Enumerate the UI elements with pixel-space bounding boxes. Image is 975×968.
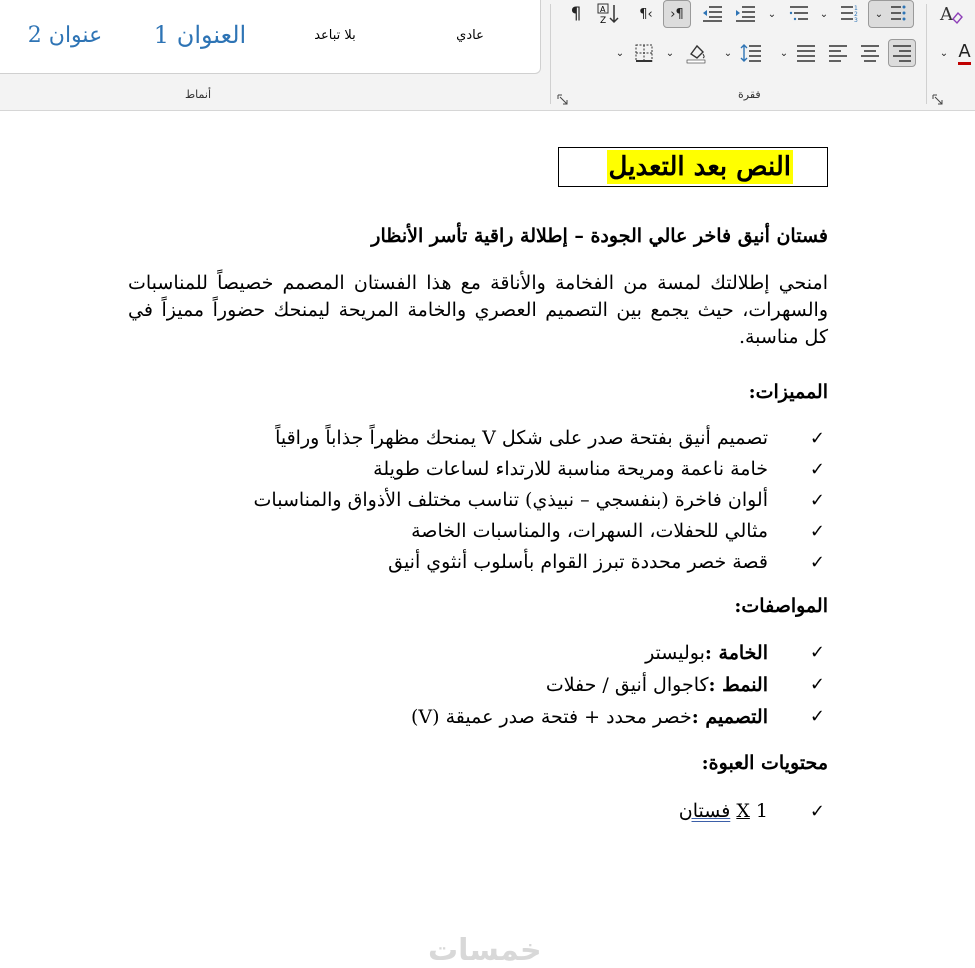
checkmark-icon: ✓ <box>809 801 825 822</box>
style-normal[interactable]: عادي <box>456 27 484 43</box>
align-right-icon[interactable] <box>888 39 916 67</box>
package-list <box>679 796 828 827</box>
specs-list <box>411 637 828 733</box>
package-item <box>679 796 828 827</box>
checkmark-icon: ✓ <box>809 521 825 542</box>
svg-text:A: A <box>940 4 953 25</box>
group-separator <box>550 4 551 104</box>
numbered-list-icon[interactable] <box>836 0 864 28</box>
checkmark-icon: ✓ <box>809 706 825 727</box>
chevron-down-icon[interactable]: ⌄ <box>819 8 829 20</box>
font-color-icon[interactable]: A <box>954 39 975 67</box>
spec-label: الخامة : <box>704 642 768 664</box>
spec-label: التصميم : <box>691 706 768 728</box>
ribbon <box>0 0 975 111</box>
chevron-down-icon[interactable]: ⌄ <box>779 47 789 59</box>
list-item-text: خامة ناعمة ومريحة مناسبة للارتداء لساعات طويلة <box>373 458 768 480</box>
style-no-spacing[interactable]: بلا تباعد <box>314 27 356 43</box>
styles-gallery <box>0 0 541 74</box>
spec-item <box>411 637 828 669</box>
checkmark-icon: ✓ <box>809 674 825 695</box>
style-heading-2[interactable]: عنوان 2 <box>27 22 103 48</box>
paragraph-group-label: فقرة <box>738 88 761 101</box>
clear-formatting-icon[interactable] <box>937 0 965 28</box>
styles-dialog-launcher-icon[interactable] <box>557 90 568 101</box>
list-item <box>254 516 828 547</box>
chevron-down-icon[interactable]: ⌄ <box>939 47 949 59</box>
chevron-down-icon[interactable]: ⌄ <box>767 8 777 20</box>
style-heading-1[interactable]: العنوان 1 <box>153 21 247 49</box>
spec-value: كاجوال أنيق / حفلات <box>545 674 709 696</box>
ltr-direction-icon[interactable]: ¶‹ <box>639 6 653 22</box>
document-title: النص بعد التعديل <box>608 152 791 182</box>
watermark-logo: خمسات <box>428 933 542 968</box>
spec-item <box>411 701 828 733</box>
list-item <box>254 485 828 516</box>
list-item <box>254 547 828 578</box>
svg-text:A: A <box>600 5 606 14</box>
chevron-down-icon[interactable]: ⌄ <box>665 47 675 59</box>
justify-icon[interactable] <box>792 39 820 67</box>
group-separator <box>926 4 927 104</box>
package-multiplier: X <box>736 800 750 822</box>
features-list <box>254 423 828 578</box>
checkmark-icon: ✓ <box>809 459 825 480</box>
align-left-icon[interactable] <box>824 39 852 67</box>
borders-icon[interactable] <box>630 39 658 67</box>
rtl-direction-icon[interactable]: ›¶ <box>663 0 691 28</box>
list-item <box>254 423 828 454</box>
list-item <box>254 454 828 485</box>
svg-text:3: 3 <box>854 17 858 24</box>
svg-text:Z: Z <box>600 16 607 25</box>
spec-value: بوليستر <box>645 642 705 664</box>
package-heading: محتويات العبوة: <box>701 752 828 774</box>
styles-group-label: أنماط <box>185 88 212 101</box>
features-heading: المميزات: <box>748 381 828 403</box>
show-formatting-pilcrow-icon[interactable]: ¶ <box>570 4 582 24</box>
list-item-text: مثالي للحفلات، السهرات، والمناسبات الخاصة <box>411 520 768 542</box>
svg-text:2: 2 <box>854 11 858 18</box>
intro-paragraph: امنحي إطلالتك لمسة من الفخامة والأناقة مع هذا الفستان المصمم خصيصاً للمناسبات والسهرات، حيث يجمع بين التصميم العصري والخامة المريحة ليمنحك حضوراً مميزاً في كل مناسبة. <box>128 272 828 348</box>
spec-label: النمط : <box>708 674 768 696</box>
checkmark-icon: ✓ <box>809 490 825 511</box>
document-page[interactable] <box>0 111 975 968</box>
specs-heading: المواصفات: <box>734 595 828 617</box>
line-spacing-icon[interactable] <box>737 39 765 67</box>
decrease-indent-icon[interactable] <box>698 0 726 28</box>
package-count: 1 <box>755 800 768 822</box>
bullet-list-button[interactable] <box>868 0 914 28</box>
package-item-name: فستان <box>678 800 731 822</box>
chevron-down-icon: ⌄ <box>874 8 884 20</box>
list-item-text: تصميم أنيق بفتحة صدر على شكل V يمنحك مظهراً جذاباً وراقياً <box>275 427 768 449</box>
list-item-text: ألوان فاخرة (بنفسجي – نبيذي) تناسب مختلف الأذواق والمناسبات <box>253 489 768 511</box>
increase-indent-icon[interactable] <box>731 0 759 28</box>
checkmark-icon: ✓ <box>809 642 825 663</box>
shading-icon[interactable] <box>682 39 710 67</box>
sort-az-icon[interactable] <box>595 0 623 28</box>
spec-item <box>411 669 828 701</box>
multilevel-list-icon[interactable] <box>785 0 813 28</box>
svg-text:1: 1 <box>854 5 858 12</box>
font-dialog-launcher-icon[interactable] <box>932 90 943 101</box>
chevron-down-icon[interactable]: ⌄ <box>615 47 625 59</box>
title-box <box>558 147 828 187</box>
list-item-text: قصة خصر محددة تبرز القوام بأسلوب أنثوي أنيق <box>388 551 768 573</box>
spec-value: خصر محدد + فتحة صدر عميقة (V) <box>411 706 692 728</box>
chevron-down-icon[interactable]: ⌄ <box>723 47 733 59</box>
checkmark-icon: ✓ <box>809 552 825 573</box>
checkmark-icon: ✓ <box>809 428 825 449</box>
main-heading: فستان أنيق فاخر عالي الجودة – إطلالة راقية تأسر الأنظار <box>371 225 828 247</box>
align-center-icon[interactable] <box>856 39 884 67</box>
